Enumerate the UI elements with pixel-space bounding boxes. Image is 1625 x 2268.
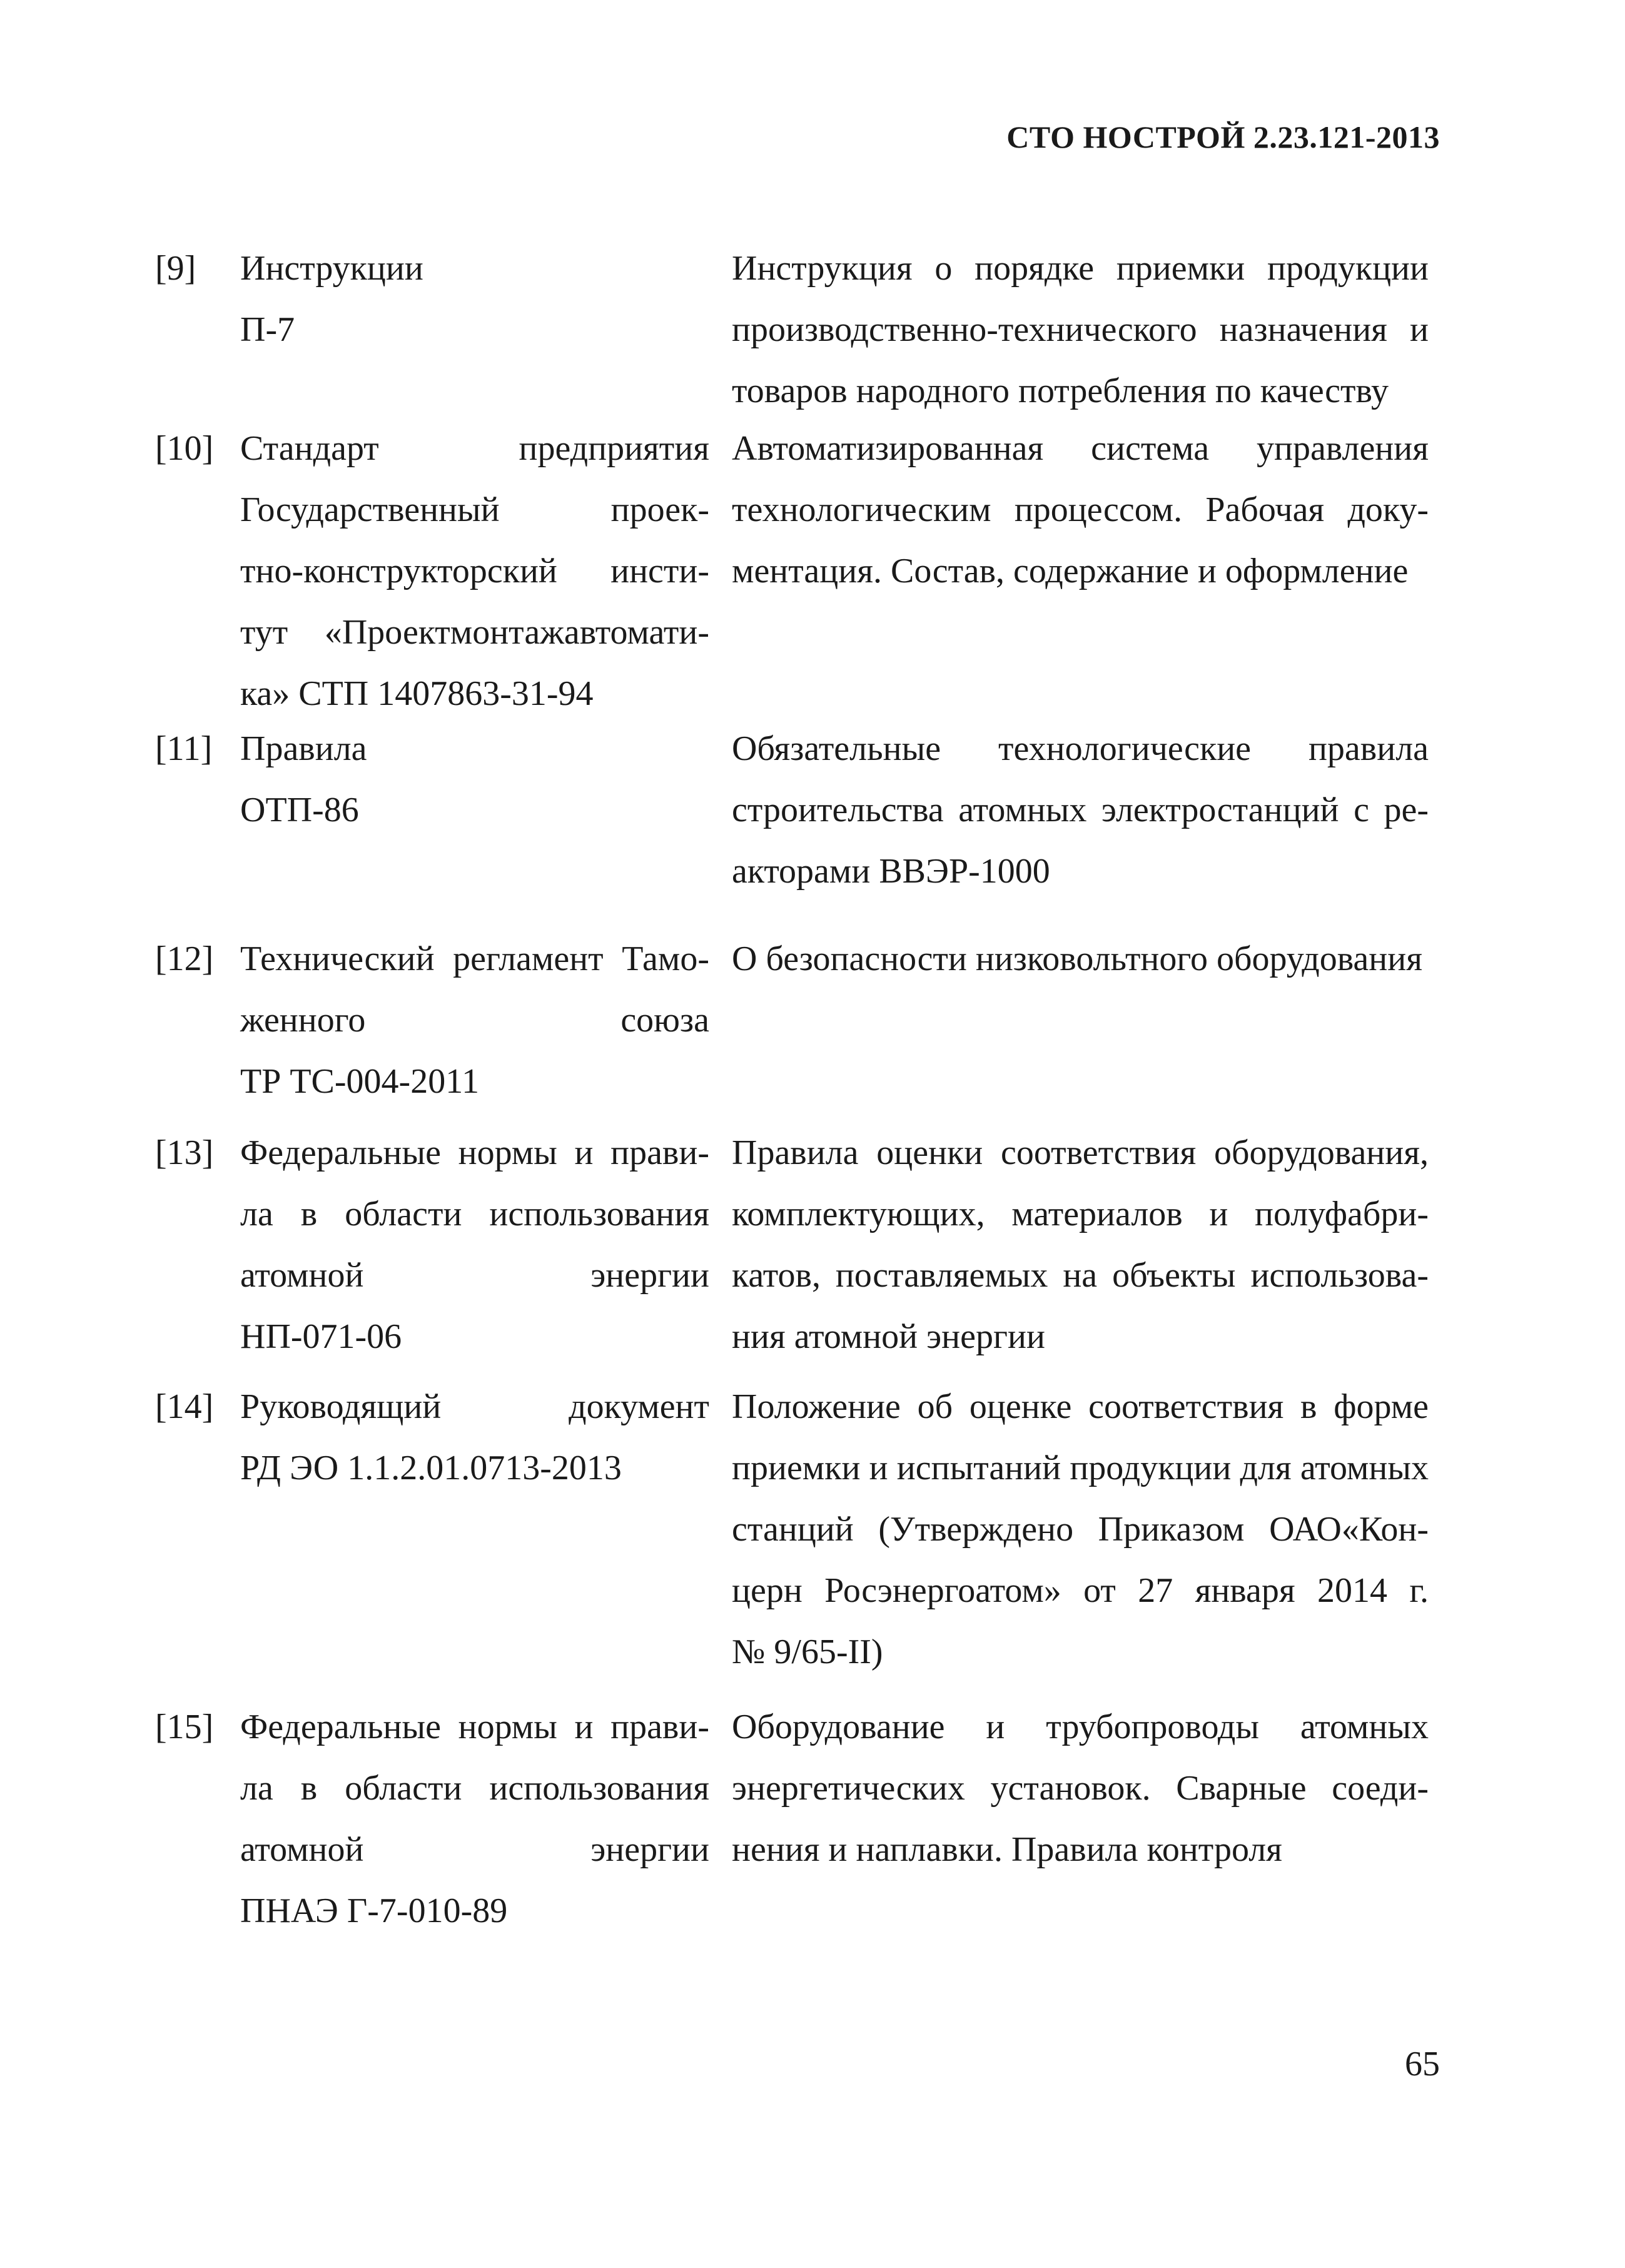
source-line: Инструкции [240, 249, 423, 288]
description-line: нения и наплавки. Правила контроля [732, 1830, 1282, 1869]
source-line: Стандарт предприятия [240, 429, 709, 468]
source-line: РД ЭО 1.1.2.01.0713-2013 [240, 1449, 622, 1487]
description-line: акторами ВВЭР-1000 [732, 852, 1050, 891]
source-line: НП-071-06 [240, 1317, 402, 1356]
reference-number: [9] [155, 249, 196, 288]
description-line: ния атомной энергии [732, 1317, 1045, 1356]
description-line: технологическим процессом. Рабочая доку- [732, 490, 1429, 529]
reference-source [240, 718, 709, 841]
description-line: Инструкция о порядке приемки продукции [732, 249, 1429, 288]
source-line: ПНАЭ Г-7-010-89 [240, 1891, 508, 1930]
source-line: Федеральные нормы и прави- [240, 1708, 709, 1746]
description-line: церн Росэнергоатом» от 27 января 2014 г. [732, 1571, 1429, 1610]
source-line: ла в области использования [240, 1769, 709, 1808]
reference-source [240, 1696, 709, 1941]
description-line: катов, поставляемых на объекты использова- [732, 1256, 1429, 1295]
reference-source [240, 418, 709, 724]
reference-description [732, 1696, 1429, 1880]
description-line: Правила оценки соответствия оборудования, [732, 1133, 1429, 1172]
reference-number: [12] [155, 939, 214, 978]
reference-number: [11] [155, 729, 213, 768]
source-line: Руководящий документ [240, 1387, 709, 1426]
reference-description [732, 418, 1429, 602]
source-line: атомной энергии [240, 1830, 709, 1869]
source-line: Государственный проек- [240, 490, 709, 529]
source-line: тно-конструкторский инсти- [240, 552, 709, 590]
reference-description [732, 718, 1429, 902]
source-line: Правила [240, 729, 367, 768]
reference-source [240, 928, 709, 1112]
source-line: ТР ТС-004-2011 [240, 1062, 480, 1101]
description-line: строительства атомных электростанций с ре- [732, 791, 1429, 829]
source-line: Федеральные нормы и прави- [240, 1133, 709, 1172]
reference-source [240, 1122, 709, 1367]
reference-description [732, 1376, 1429, 1683]
description-line: О безопасности низковольтного оборудования [732, 939, 1422, 978]
source-line: атомной энергии [240, 1256, 709, 1295]
source-line: ОТП-86 [240, 791, 359, 829]
reference-number: [10] [155, 429, 214, 468]
source-line: женного союза [240, 1001, 709, 1040]
reference-source [240, 238, 709, 360]
description-line: ментация. Состав, содержание и оформление [732, 552, 1409, 590]
description-line: товаров народного потребления по качеству [732, 372, 1389, 410]
description-line: комплектующих, материалов и полуфабри- [732, 1195, 1429, 1233]
reference-description [732, 928, 1429, 990]
description-line: № 9/65-II) [732, 1633, 883, 1671]
reference-description [732, 1122, 1429, 1367]
reference-number: [14] [155, 1387, 214, 1426]
source-line: П-7 [240, 310, 295, 349]
source-line: Технический регламент Тамо- [240, 939, 709, 978]
page-number: 65 [1405, 2045, 1440, 2083]
reference-description [732, 238, 1429, 422]
reference-number: [13] [155, 1133, 214, 1172]
reference-source [240, 1376, 709, 1499]
description-line: Оборудование и трубопроводы атомных [732, 1708, 1429, 1746]
description-line: приемки и испытаний продукции для атомных [732, 1449, 1429, 1487]
description-line: Положение об оценке соответствия в форме [732, 1387, 1429, 1426]
source-line: ка» СТП 1407863-31-94 [240, 674, 594, 713]
description-line: энергетических установок. Сварные соеди- [732, 1769, 1429, 1808]
reference-number: [15] [155, 1708, 214, 1746]
document-code-header: СТО НОСТРОЙ 2.23.121-2013 [1006, 119, 1440, 154]
source-line: тут «Проектмонтажавтомати- [240, 613, 709, 652]
description-line: производственно-технического назначения и [732, 310, 1429, 349]
description-line: станций (Утверждено Приказом ОАО«Кон- [732, 1510, 1429, 1549]
description-line: Обязательные технологические правила [732, 729, 1429, 768]
source-line: ла в области использования [240, 1195, 709, 1233]
description-line: Автоматизированная система управления [732, 429, 1429, 468]
